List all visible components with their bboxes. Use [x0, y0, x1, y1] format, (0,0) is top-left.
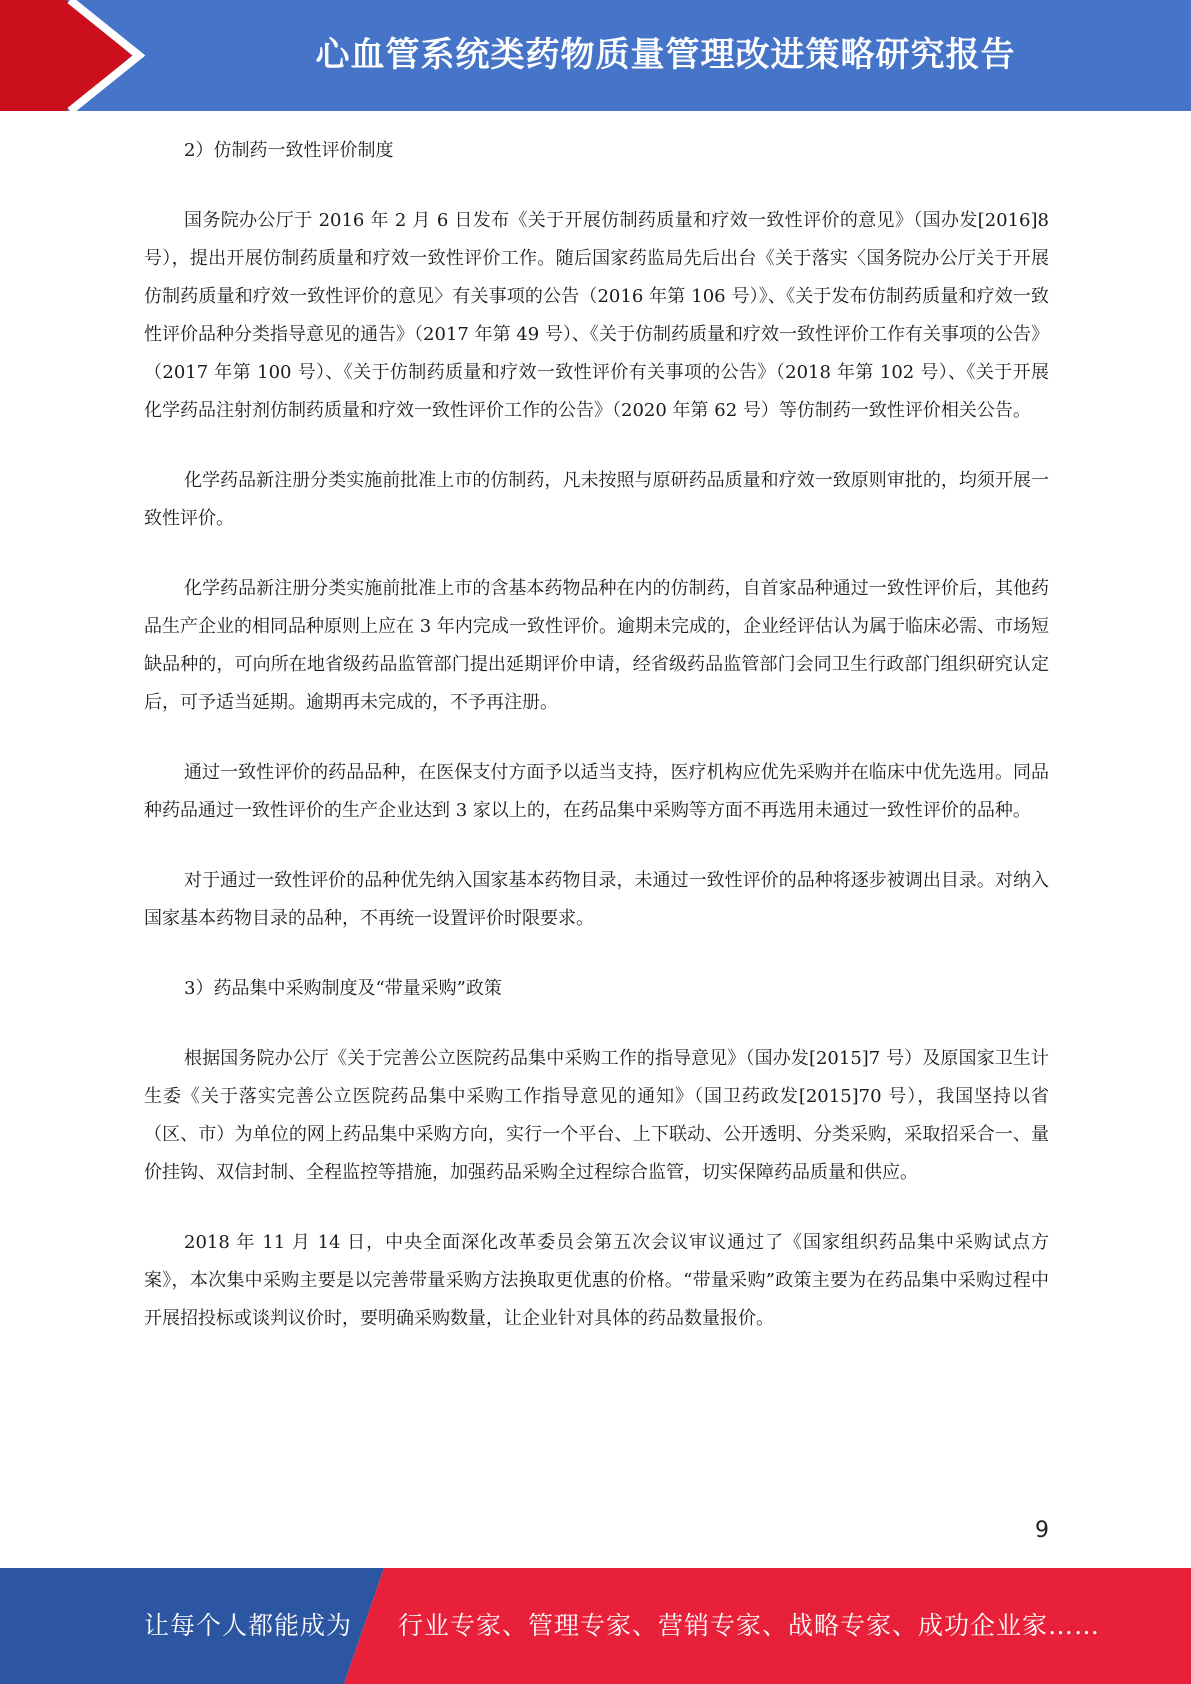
header-red-block — [0, 0, 132, 111]
footer-slogan-left: 让每个人都能成为 — [144, 1611, 353, 1640]
page-number: 9 — [1035, 1518, 1049, 1543]
section-heading-2: 2）仿制药一致性评价制度 — [184, 140, 394, 161]
report-title: 心血管系统类药物质量管理改进策略研究报告 — [315, 35, 1016, 75]
paragraph: 通过一致性评价的药品品种，在医保支付方面予以适当支持，医疗机构应优先采购并在临床中优先选用。同品种药品通过一致性评价的生产企业达到 3 家以上的，在药品集中采购等方面不再选用未通过一致性评价的品种。 — [144, 762, 1049, 821]
paragraph: 化学药品新注册分类实施前批准上市的仿制药，凡未按照与原研药品质量和疗效一致原则审批的，均须开展一致性评价。 — [144, 470, 1049, 529]
page-footer — [0, 1568, 1191, 1684]
paragraph: 化学药品新注册分类实施前批准上市的含基本药物品种在内的仿制药，自首家品种通过一致性评价后，其他药品生产企业的相同品种原则上应在 3 年内完成一致性评价。逾期未完成的，企业经评估认为属于临床必需、市场短缺品种的，可向所在地省级药品监管部门提出延期评价申请，经省级药品监管部门会同卫生行政部门组织研究认定后，可予适当延期。逾期再未完成的，不予再注册。 — [144, 578, 1049, 713]
document-body — [144, 132, 1049, 1370]
paragraph: 2018 年 11 月 14 日，中央全面深化改革委员会第五次会议审议通过了《国家组织药品集中采购试点方案》，本次集中采购主要是以完善带量采购方法换取更优惠的价格。“带量采购”政策主要为在药品集中采购过程中开展招投标或谈判议价时，要明确采购数量，让企业针对具体的药品数量报价。 — [144, 1232, 1049, 1329]
footer-slogan-right: 行业专家、管理专家、营销专家、战略专家、成功企业家…… — [398, 1611, 1101, 1640]
header-arrow-decoration — [0, 0, 160, 111]
paragraph: 根据国务院办公厅《关于完善公立医院药品集中采购工作的指导意见》（国办发[2015]7 号）及原国家卫生计生委《关于落实完善公立医院药品集中采购工作指导意见的通知》（国卫药政发[2015]70 号），我国坚持以省（区、市）为单位的网上药品集中采购方向，实行一个平台、上下联动、公开透明、分类采购，采取招采合一、量价挂钩、双信封制、全程监控等措施，加强药品采购全过程综合监管，切实保障药品质量和供应。 — [144, 1048, 1049, 1183]
paragraph: 对于通过一致性评价的品种优先纳入国家基本药物目录，未通过一致性评价的品种将逐步被调出目录。对纳入国家基本药物目录的品种，不再统一设置评价时限要求。 — [144, 870, 1049, 929]
paragraph: 国务院办公厅于 2016 年 2 月 6 日发布《关于开展仿制药质量和疗效一致性评价的意见》（国办发[2016]8 号），提出开展仿制药质量和疗效一致性评价工作。随后国家药监局先后出台《关于落实〈国务院办公厅关于开展仿制药质量和疗效一致性评价的意见〉有关事项的公告（2016 年第 106 号）》、《关于发布仿制药质量和疗效一致性评价品种分类指导意见的通告》（2017 年第 49 号）、《关于仿制药质量和疗效一致性评价工作有关事项的公告》（2017 年第 100 号）、《关于仿制药质量和疗效一致性评价有关事项的公告》（2018 年第 102 号）、《关于开展化学药品注射剂仿制药质量和疗效一致性评价工作的公告》（2020 年第 62 号）等仿制药一致性评价相关公告。 — [144, 210, 1049, 421]
page-header — [0, 0, 1191, 111]
section-heading-3: 3）药品集中采购制度及“带量采购”政策 — [184, 978, 502, 999]
